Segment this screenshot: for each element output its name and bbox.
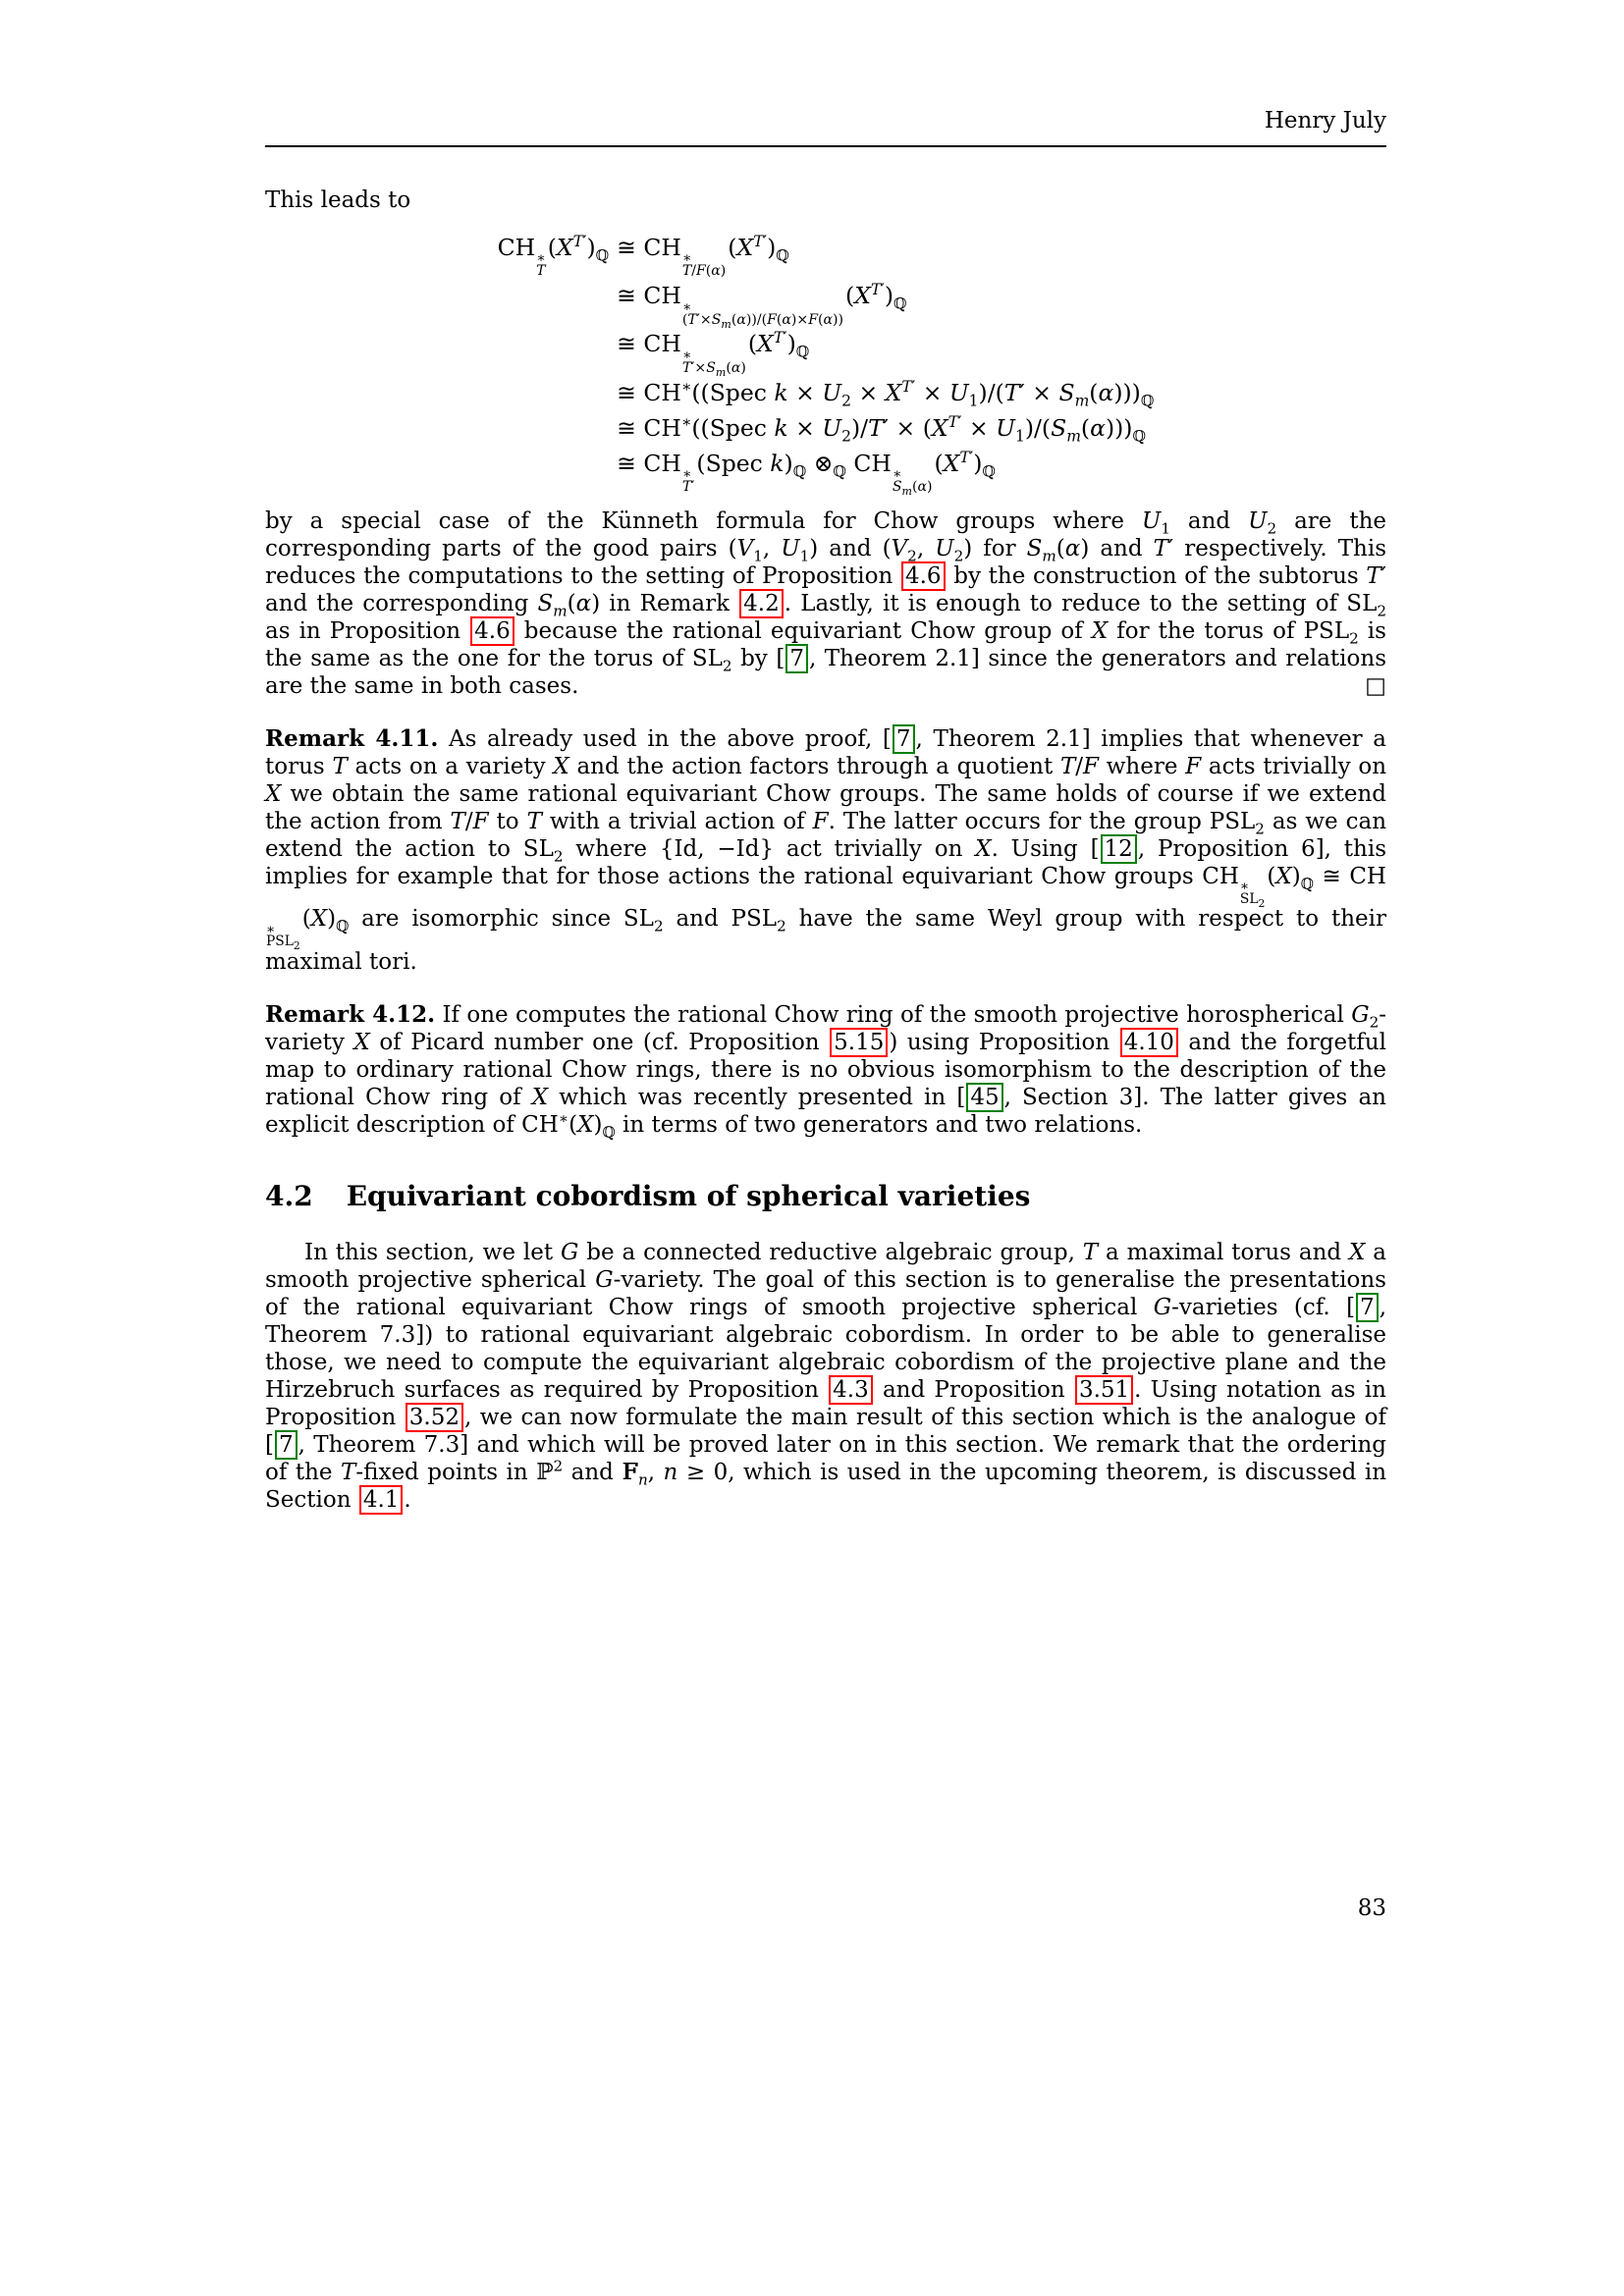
ref-4-2[interactable]: 4.2 (739, 589, 784, 618)
cite-7[interactable]: 7 (1356, 1293, 1379, 1322)
equation-lhs (498, 410, 618, 446)
ref-4-6[interactable]: 4.6 (901, 561, 946, 591)
equation-rhs: ≅ CH ∗ T′ (Spec $k)_ℚ$ $\otimes_ℚ$ CH ∗ $S_m(\alpha)$ $(X^{T'})_ℚ$ (617, 448, 996, 498)
ref-5-15[interactable]: 5.15 (830, 1028, 888, 1057)
equation-rhs: ≅ CH∗((Spec $k \times U_2 \times X^{T'} \times U_1)/(T' \times S_m(\alpha)))_ℚ$ (617, 377, 1155, 410)
paragraph-lead-in: This leads to (265, 187, 411, 213)
remark-4-11 (265, 725, 1386, 976)
ref-4-6-second[interactable]: 4.6 (470, 616, 514, 646)
running-header-author: Henry July (1264, 108, 1386, 133)
cite-45[interactable]: 45 (966, 1083, 1002, 1112)
text-column (265, 0, 1386, 1514)
equation-display (497, 230, 1155, 498)
equation-rhs: ≅ CH∗((Spec $k \times U_2)/T' \times (X^{T'} \times U_1)/(S_m(\alpha)))_ℚ$ (617, 412, 1146, 446)
section-heading (265, 1180, 1386, 1213)
page-footer (265, 1895, 1386, 1922)
cite-7[interactable]: 7 (893, 724, 915, 754)
section-title: Equivariant cobordism of spherical varieties (346, 1180, 1031, 1213)
equation-line (498, 230, 1155, 278)
ref-3-51[interactable]: 3.51 (1075, 1375, 1133, 1405)
equation-line (498, 375, 1155, 410)
equation-line (498, 278, 1155, 331)
ref-4-3[interactable]: 4.3 (829, 1375, 873, 1405)
paragraph-kunneth: by a special case of the Künneth formula for Chow groups where $U_1$ and $U_2$ are the corresponding parts of the good pairs ($V_1$, $U_1$) and ($V_2$, $U_2$) for $S_m(\alpha)$ and T′ respectively. This reduces the computations to the setting of Proposition 4.6 by the construction of the subtorus T′ and the corresponding $S_m(\alpha)$ in Remark 4.2 . Lastly, it is enough to reduce to the setting of $SL_2$ as in Proposition 4.6 because the rational equivariant Chow group of X for the torus of $PSL_2$ is the same as the one for the torus of $SL_2$ by [ 7 , Theorem 2.1] since the generators and relations are the same in both cases. □ (265, 507, 1387, 699)
equation-lhs (498, 278, 618, 326)
equation-line (498, 410, 1155, 446)
page-number: 83 (1357, 1896, 1386, 1921)
qed-symbol: □ (1365, 672, 1386, 699)
cite-12[interactable]: 12 (1101, 834, 1137, 864)
remark-4-12 (265, 1001, 1387, 1142)
remark-4-12-body: If one computes the rational Chow ring of the smooth projective horospherical $G_2$-variety X of Picard number one (cf. Proposition 5.15 ) using Proposition 4.10 and the forgetful map to ordinary rational Chow rings, there is no obvious isomorphism to the description of the rational Chow ring of X which was recently presented in [ 45 , Section 3]. The latter gives an explicit description of $CH^∗(X)_ℚ$ in terms of two generators and two relations. (265, 1002, 1387, 1142)
equation-lhs (498, 375, 618, 410)
equation-lhs (498, 326, 618, 374)
equation-line (498, 326, 1155, 379)
cite-7[interactable]: 7 (785, 644, 808, 673)
equation-lhs: CH ∗ T $(X^{T'})_ℚ$ (497, 233, 610, 280)
remark-4-11-label: Remark 4.11. (265, 724, 439, 752)
equation-rhs: ≅ CH ∗ $T'\times S_m(\alpha)$ $(X^{T'})_ℚ$ (617, 329, 810, 379)
equation-rhs: ≅ CH ∗ T/F(α) $(X^{T'})_ℚ$ (617, 233, 789, 280)
cite-7[interactable]: 7 (275, 1430, 298, 1460)
paragraph-section-intro: In this section, we let G be a connected reductive algebraic group, T a maximal torus and X a smooth projective spherical G-variety. The goal of this section is to generalise the presentations of the rational equivariant Chow rings of smooth projective spherical G-varieties (cf. [ 7 , Theorem 7.3]) to rational equivariant algebraic cobordism. In order to be able to generalise those, we need to compute the equivariant algebraic cobordism of the projective plane and the Hirzebruch surfaces as required by Proposition 4.3 and Proposition 3.51 . Using notation as in Proposition 3.52 , we can now formulate the main result of this section which is the analogue of [ 7 , Theorem 7.3] and which will be proved later on in this section. We remark that the ordering of the T-fixed points in ℙ$^2$ and $F_n$, n ≥ 0, which is used in the upcoming theorem, is discussed in Section 4.1 . (265, 1240, 1387, 1514)
remark-4-11-body: As already used in the above proof, [ 7 , Theorem 2.1] implies that whenever a torus T acts on a variety X and the action factors through a quotient T/F where F acts trivially on X we obtain the same rational equivariant Chow groups. The same holds of course if we extend the action from T/F to T with a trivial action of F. The latter occurs for the group $PSL_2$ as we can extend the action to $SL_2$ where {Id, −Id} act trivially on X. Using [ 12 , Proposition 6], this implies for example that for those actions the rational equivariant Chow groups CH ∗ $SL_2$ $(X)_ℚ$ ≅ CH ∗ $PSL_2$ $(X)_ℚ$ are isomorphic since $SL_2$ and $PSL_2$ have the same Weyl group with respect to their maximal tori. (265, 725, 1387, 976)
ref-3-52[interactable]: 3.52 (406, 1403, 463, 1432)
ref-4-10[interactable]: 4.10 (1120, 1028, 1178, 1057)
equation-lhs (498, 446, 618, 494)
running-header (265, 106, 1386, 147)
equation-line (498, 446, 1155, 498)
equation-rhs: ≅ CH ∗ $(T'\times S_m(\alpha))/(F(\alpha)\times F(\alpha))$ $(X^{T'})_ℚ$ (617, 281, 907, 331)
section-number: 4.2 (265, 1180, 313, 1213)
ref-4-1[interactable]: 4.1 (359, 1485, 404, 1515)
remark-4-12-label: Remark 4.12. (265, 1001, 436, 1029)
